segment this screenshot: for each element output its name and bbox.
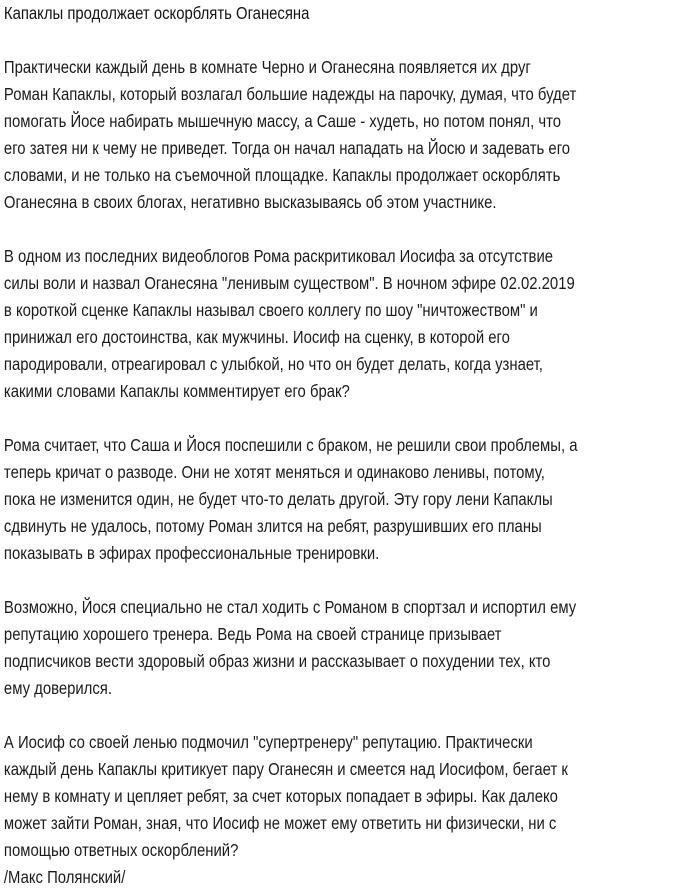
paragraph-5	[0, 729, 699, 864]
text-line: какими словами Капаклы комментирует его брак?	[3, 381, 350, 401]
text-line: Оганесяна в своих блогах, негативно высказываясь об этом участнике.	[3, 192, 497, 212]
text-line: пародировали, отреагировал с улыбкой, но что он будет делать, когда узнает,	[3, 354, 543, 374]
text-line: ему доверился.	[3, 678, 112, 698]
text-line: Рома считает, что Саша и Йося поспешили с браком, не решили свои проблемы, а	[3, 435, 578, 455]
text-line: сдвинуть не удалось, потому Роман злится на ребят, разрушивших его планы	[3, 516, 542, 536]
text-line: Роман Капаклы, который возлагал большие надежды на парочку, думая, что будет	[3, 84, 577, 104]
text-line: словами, и не только на съемочной площадке. Капаклы продолжает оскорблять	[3, 165, 561, 185]
text-line: силы воли и назвал Оганесяна "ленивым существом". В ночном эфире 02.02.2019	[3, 273, 575, 293]
text-line: в короткой сценке Капаклы называл своего коллегу по шоу "ничтожеством" и	[3, 300, 538, 320]
text-line: помогать Йосе набирать мышечную массу, а Саше - худеть, но потом понял, что	[3, 111, 562, 131]
paragraph-spacer	[0, 216, 699, 243]
paragraph-3	[0, 432, 699, 567]
text-line: В одном из последних видеоблогов Рома раскритиковал Иосифа за отсутствие	[3, 246, 554, 266]
text-line: репутацию хорошего тренера. Ведь Рома на своей странице призывает	[3, 624, 502, 644]
text-line: подписчиков вести здоровый образ жизни и рассказывает о похудении тех, кто	[3, 651, 551, 671]
text-line: принижал его достоинства, как мужчины. Иосиф на сценку, в которой его	[3, 327, 510, 347]
paragraph-1	[0, 54, 699, 216]
paragraph-spacer	[0, 567, 699, 594]
article-title: Капаклы продолжает оскорблять Оганесяна	[3, 3, 310, 23]
text-line: А Иосиф со своей ленью подмочил "супертренеру" репутацию. Практически	[3, 732, 533, 752]
text-line: пока не изменится один, не будет что-то делать другой. Эту гору лени Капаклы	[3, 489, 553, 509]
text-line: нему в комнату и цепляет ребят, за счет которых попадает в эфиры. Как далеко	[3, 786, 558, 806]
author-signature: /Макс Полянский/	[3, 867, 126, 887]
text-line: Возможно, Йося специально не стал ходить с Романом в спортзал и испортил ему	[3, 597, 577, 617]
paragraph-2	[0, 243, 699, 405]
paragraph-spacer	[0, 405, 699, 432]
text-line: Практически каждый день в комнате Черно и Оганесяна появляется их друг	[3, 57, 531, 77]
paragraph-spacer	[0, 27, 699, 54]
text-line: каждый день Капаклы критикует пару Оганесян и смеется над Иосифом, бегает к	[3, 759, 568, 779]
paragraph-4	[0, 594, 699, 702]
text-line: его затея ни к чему не приведет. Тогда он начал нападать на Йосю и задевать его	[3, 138, 571, 158]
paragraph-spacer	[0, 702, 699, 729]
text-line: теперь кричат о разводе. Они не хотят меняться и одинаково ленивы, потому,	[3, 462, 545, 482]
text-line: может зайти Роман, зная, что Иосиф не может ему ответить ни физически, ни с	[3, 813, 557, 833]
text-line: показывать в эфирах профессиональные тренировки.	[3, 543, 380, 563]
text-line: помощью ответных оскорблений?	[3, 840, 239, 860]
